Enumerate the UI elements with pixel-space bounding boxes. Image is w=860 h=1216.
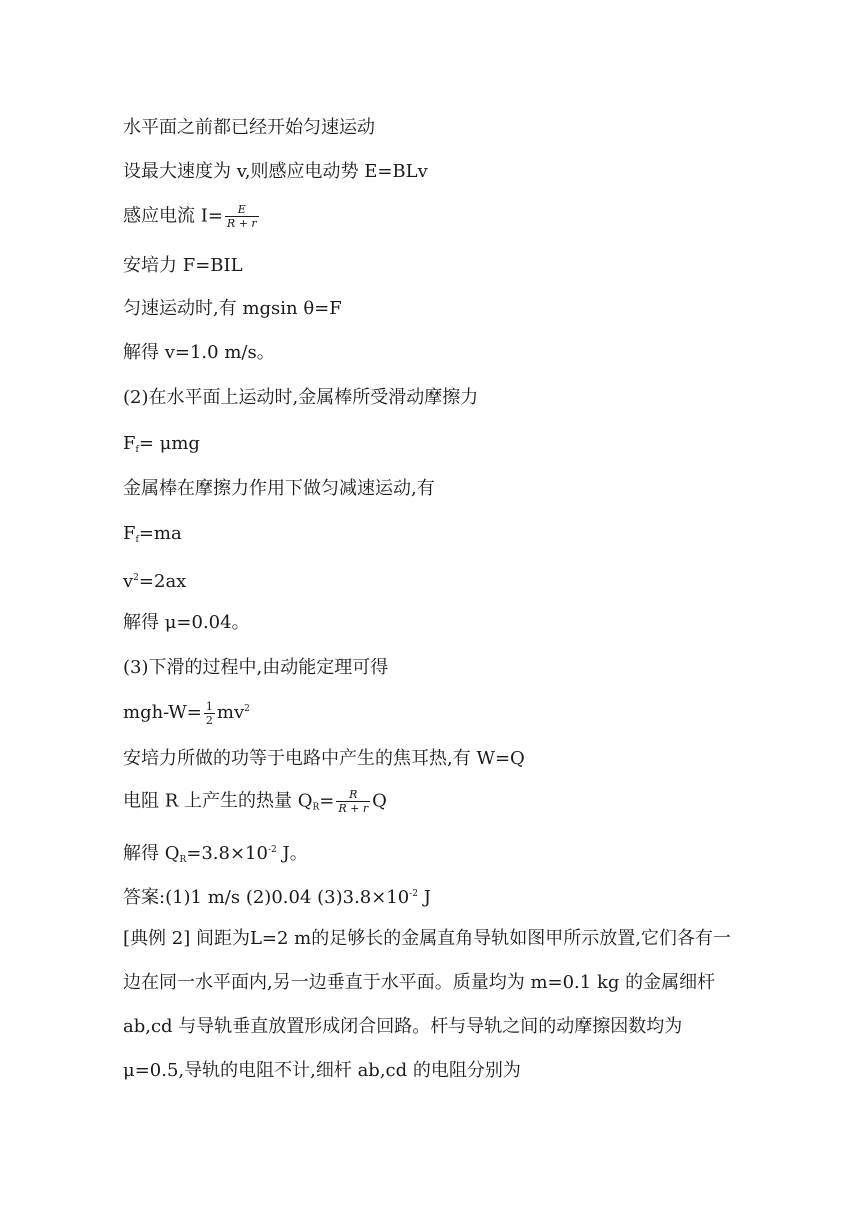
subscript: R [312,802,320,813]
text-line-4: 安培力 F=BIL [123,255,243,276]
line-11-rest: =2ax [138,571,187,592]
superscript: 2 [244,704,250,714]
text-line-5: 匀速运动时,有 mgsin θ=F [123,298,342,319]
line-14-pre: mgh-W= [123,702,202,723]
line-17-post: J。 [276,843,308,864]
text-line-2: 设最大速度为 v,则感应电动势 E=BLv [123,161,428,182]
line-10-rest: =ma [138,523,182,544]
answer-pre: 答案:(1)1 m/s (2)0.04 (3)3.8×10 [123,887,410,908]
fraction-denominator: 2 [205,713,213,727]
superscript: -2 [409,889,419,899]
text-line-9: 金属棒在摩擦力作用下做匀减速运动,有 [123,478,435,499]
subscript: f [135,445,139,455]
answer-post: J [418,887,431,908]
text-line-12: 解得 μ=0.04。 [123,612,250,633]
fraction-numerator: R [349,788,358,801]
text-line-16 [123,788,387,820]
text-line-7: (2)在水平面上运动时,金属棒所受滑动摩擦力 [123,387,479,408]
superscript: -2 [267,845,277,855]
line-11-base: v [123,571,134,592]
line-14-post: mv [216,702,245,723]
line-16-eq: = [319,790,335,812]
text-line-3 [123,203,261,230]
line-3-label: 感应电流 I= [123,205,223,227]
half-fraction [204,700,215,727]
text-line-10 [123,522,182,552]
line-8-rest: = μmg [138,433,200,454]
subscript: f [135,535,139,545]
superscript: 2 [133,573,139,583]
current-fraction [225,203,259,230]
resistance-fraction [336,788,370,815]
text-line-15: 安培力所做的功等于电路中产生的焦耳热,有 W=Q [123,748,525,769]
fraction-denominator: R + r [226,217,257,230]
text-line-14 [123,697,250,727]
line-16-post: Q [372,790,387,812]
text-line-8 [123,432,200,462]
line-17-pre: 解得 Q [123,843,180,864]
fraction-numerator: 1 [205,699,213,713]
text-line-1: 水平面之前都已经开始匀速运动 [123,117,375,138]
line-10-base: F [123,523,136,544]
line-8-base: F [123,433,136,454]
text-line-11 [123,566,186,594]
text-line-17 [123,838,308,872]
text-line-13: (3)下滑的过程中,由动能定理可得 [123,657,389,678]
fraction-denominator: R + r [338,802,369,815]
subscript: R [179,855,187,865]
answer-line [123,882,431,910]
line-17-mid: =3.8×10 [186,843,268,864]
example-paragraph: [典例 2] 间距为L=2 m的足够长的金属直角导轨如图甲所示放置,它们各有一边在同一水平面内,另一边垂直于水平面。质量均为 m=0.1 kg 的金属细杆 ab,cd 与导轨垂直放置形成闭合回路。杆与导轨之间的动摩擦因数均为μ=0.5,导轨的电阻不计,细杆 ab,cd 的电阻分别为 [123,928,731,1081]
fraction-numerator: E [237,203,246,216]
text-line-6: 解得 v=1.0 m/s。 [123,342,275,363]
line-16-pre: 电阻 R 上产生的热量 Q [123,790,313,812]
